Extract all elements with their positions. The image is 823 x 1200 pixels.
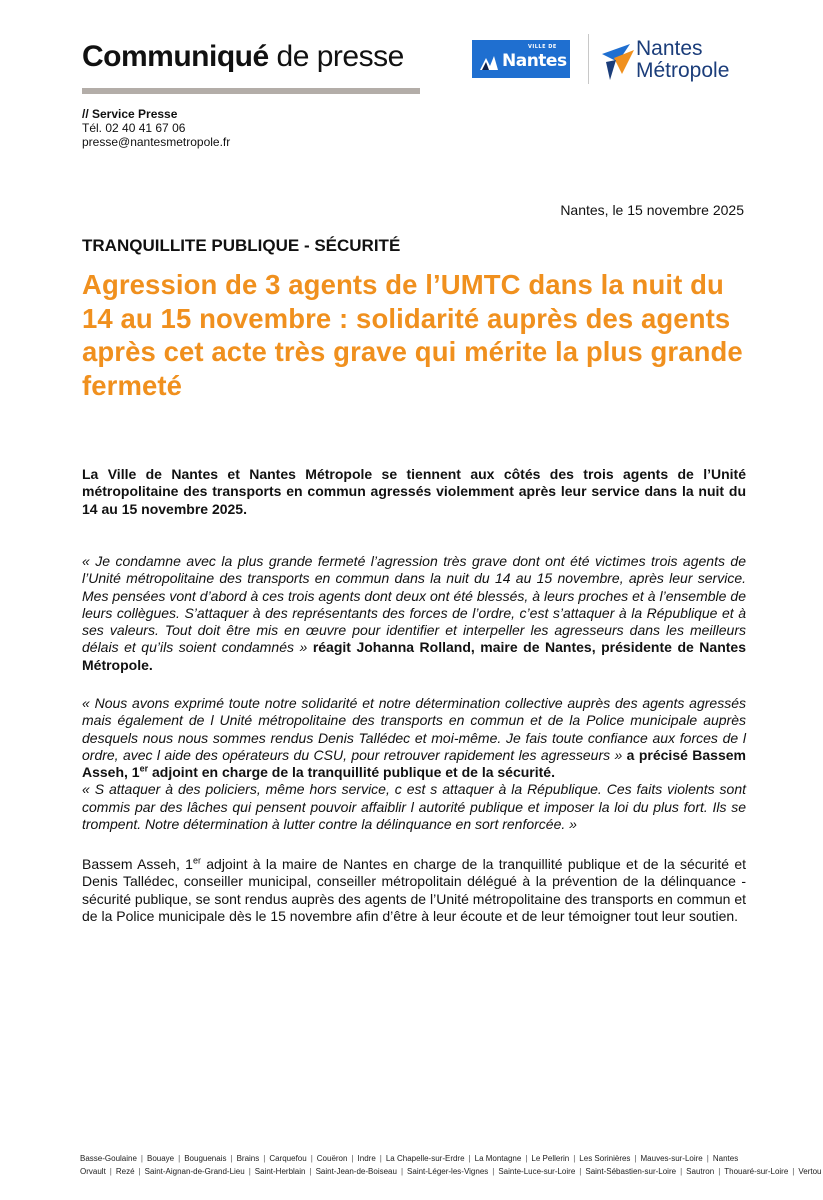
footer-separator: | — [492, 1167, 495, 1176]
footer-commune: Sautron — [686, 1167, 715, 1176]
footer-commune: Saint-Jean-de-Boiseau — [315, 1167, 397, 1176]
visit-paragraph-sup: er — [192, 855, 201, 866]
footer-commune: Indre — [357, 1154, 376, 1163]
footer-commune: Le Pellerin — [531, 1154, 570, 1163]
footer-commune: Saint-Herblain — [254, 1167, 306, 1176]
visit-paragraph-a: Bassem Asseh, 1 — [82, 856, 193, 872]
kicker: TRANQUILLITE PUBLIQUE - SÉCURITÉ — [82, 236, 401, 255]
quote-rolland — [82, 553, 746, 674]
footer-commune: Rezé — [115, 1167, 135, 1176]
metropole-bird-icon — [600, 40, 636, 84]
footer-separator: | — [468, 1154, 471, 1163]
footer-commune: Basse-Goulaine — [80, 1154, 137, 1163]
quote-asseh-text2: « S attaquer à des policiers, même hors service, c est s attaquer à la République. Ces faits violents sont commis par des lâches qui pensent pouvoir affaiblir l autorité publique et imposer la loi du plus fort. Ils se trompent. Notre détermination à lutter contre la délinquance en sort renforcée. » — [82, 781, 746, 833]
title-rest: de presse — [268, 40, 404, 73]
footer-separator: | — [634, 1154, 637, 1163]
logo-nantes-small: VILLE DE — [528, 44, 557, 50]
contact-phone: Tél. 02 40 41 67 06 — [82, 121, 186, 135]
footer-commune: Vertou — [798, 1167, 822, 1176]
footer-separator: | — [579, 1167, 582, 1176]
quote-asseh-attribution-sup: er — [139, 763, 149, 774]
footer-commune: Bouaye — [147, 1154, 175, 1163]
ville-de-nantes-logo — [472, 40, 570, 78]
footer-separator: | — [109, 1167, 112, 1176]
footer-separator: | — [138, 1167, 141, 1176]
footer-separator: | — [792, 1167, 795, 1176]
footer-separator: | — [706, 1154, 709, 1163]
footer-commune: Mauves-sur-Loire — [640, 1154, 703, 1163]
headline: Agression de 3 agents de l’UMTC dans la nuit du 14 au 15 novembre : solidarité auprès des agents après cet acte très grave qui mérite la plus grande fermeté — [82, 269, 743, 401]
footer-commune: Les Sorinières — [579, 1154, 631, 1163]
footer-commune: Saint-Aignan-de-Grand-Lieu — [144, 1167, 245, 1176]
footer-separator: | — [351, 1154, 354, 1163]
title-bold: Communiqué — [82, 40, 269, 73]
visit-paragraph — [82, 856, 746, 925]
document-title — [82, 40, 404, 74]
lead-paragraph: La Ville de Nantes et Nantes Métropole se tiennent aux côtés des trois agents de l’Unité métropolitaine des transports en commun agressés violemment après leur service dans la nuit du 14 au 15 novembre 2025. — [82, 466, 746, 517]
footer-row-1 — [80, 1152, 750, 1165]
footer-commune: Sainte-Luce-sur-Loire — [498, 1167, 576, 1176]
footer-separator: | — [248, 1167, 251, 1176]
footer-separator: | — [718, 1167, 721, 1176]
nantes-metropole-logo — [600, 38, 750, 84]
footer-commune: La Montagne — [474, 1154, 522, 1163]
footer-commune: Orvault — [80, 1167, 106, 1176]
footer-commune: Bouguenais — [184, 1154, 227, 1163]
footer-separator: | — [263, 1154, 266, 1163]
footer-separator: | — [309, 1167, 312, 1176]
logo-metro-line1: Nantes — [636, 37, 703, 60]
footer-separator: | — [525, 1154, 528, 1163]
visit-paragraph-b: adjoint à la maire de Nantes en charge de la tranquillité publique et de la sécurité et Denis Tallédec, conseiller municipal, conseiller métropolitain délégué à la prévention de la délinquance - sécurité publique, se sont rendus auprès des agents de l’Unité métropolitaine des transports en commun et de la Police municipale dès le 15 novembre afin d’être à leur écoute et de leur témoigner tout leur soutien. — [82, 856, 746, 924]
quote-rolland-text: « Je condamne avec la plus grande fermeté l’agression très grave dont ont été victimes trois agents de l’Unité métropolitaine des transports en commun dans la nuit du 14 au 15 novembre, après leur service. Mes pensées vont d’abord à ces trois agents dont deux ont été blessés, à leurs proches et à l’ensemble de leurs collègues. S’attaquer à des représentants des forces de l’ordre, c’est s’attaquer à la République et à ses valeurs. Tout doit être mis en œuvre pour identifier et interpeller les agresseurs dans les meilleurs délais et qu’ils soient condamnés » — [82, 553, 746, 656]
footer-commune: Couëron — [316, 1154, 348, 1163]
footer-commune: Thouaré-sur-Loire — [724, 1167, 789, 1176]
contact-email: presse@nantesmetropole.fr — [82, 135, 231, 149]
quote-rolland-attribution: réagit Johanna Rolland, maire de Nantes, présidente de Nantes Métropole. — [82, 639, 746, 673]
quote-asseh-attribution-b: adjoint en charge de la tranquillité publique et de la sécurité. — [148, 764, 555, 781]
footer-row-2 — [80, 1165, 822, 1178]
footer-commune: Saint-Sébastien-sur-Loire — [585, 1167, 677, 1176]
footer-separator: | — [400, 1167, 404, 1176]
contact-heading: // Service Presse — [82, 107, 178, 121]
footer-separator: | — [573, 1154, 576, 1163]
footer-communes — [80, 1152, 822, 1178]
quote-asseh-attribution-a: a précisé Bassem Asseh, 1 — [82, 746, 746, 781]
footer-separator: | — [178, 1154, 181, 1163]
footer-commune: La Chapelle-sur-Erdre — [385, 1154, 465, 1163]
logo-nantes-text: Nantes — [502, 51, 567, 71]
footer-separator: | — [230, 1154, 233, 1163]
press-date: Nantes, le 15 novembre 2025 — [560, 202, 744, 218]
footer-commune: Brains — [236, 1154, 260, 1163]
footer-separator: | — [680, 1167, 683, 1176]
footer-commune: Carquefou — [269, 1154, 307, 1163]
press-contact — [82, 107, 230, 149]
quote-asseh — [82, 695, 746, 833]
title-underline — [82, 88, 420, 94]
logo-metro-line2: Métropole — [636, 59, 730, 82]
footer-separator: | — [310, 1154, 313, 1163]
logo-separator — [588, 34, 589, 84]
quote-asseh-text: « Nous avons exprimé toute notre solidarité et notre détermination collective auprès des agents agressés mais également de l Unité métropolitaine des transports en commun et de la Police municipale auprès desquels nous nous sommes rendus Denis Tallédec et moi-même. Je fais toute confiance aux forces de l ordre, avec l aide des opérateurs du CSU, pour retrouver rapidement les agresseurs » — [82, 695, 746, 763]
footer-commune: Saint-Léger-les-Vignes — [407, 1167, 489, 1176]
footer-separator: | — [140, 1154, 143, 1163]
footer-separator: | — [379, 1154, 382, 1163]
footer-commune: Nantes — [712, 1154, 739, 1163]
